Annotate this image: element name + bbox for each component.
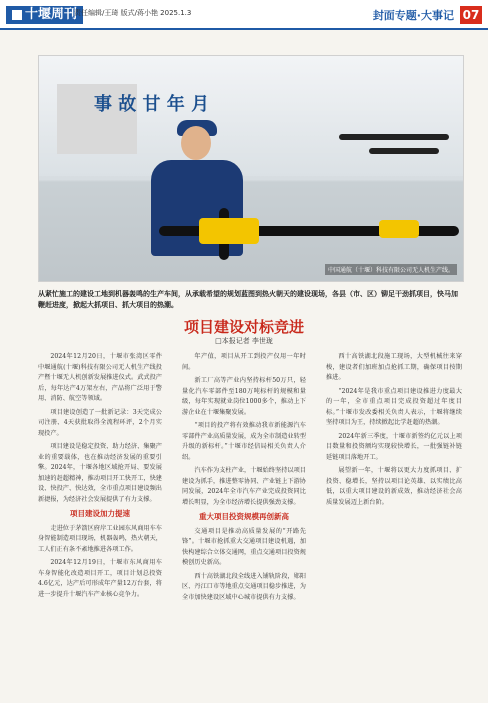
article-title: 项目建设对标竞进	[183, 318, 304, 336]
editor-line: 责任编辑/王琦 版式/蒋小艳 2025.1.3	[74, 9, 192, 17]
article-column-2	[182, 352, 306, 606]
paragraph: 汽车作为支柱产业，十堰始终坚持以项目建设为抓手，推进整零协同、产业链上下游协同发展，2024年全市汽车产业完成投资同比增长明显，为全市经济增长提供强劲支撑。	[182, 467, 306, 506]
paragraph: “项目的投产将有效推动我市新能源汽车零部件产业高质量发展，成为全市制造业转型升级的新标杆。”十堰市经信局相关负责人介绍。	[182, 422, 306, 461]
article-column-3	[326, 352, 462, 511]
drone-motor-yellow	[379, 220, 419, 238]
section-heading: 项目建设加力提速	[70, 509, 130, 518]
paragraph: 2024年12月20日，十堰市张湾区零件中堰通航(十堰)科技有限公司无人机生产线投产暨十堰无人机创新发展推进仪式。武式投产后，每年达产4万架左右，产品将广泛用于警用、消防、航空等领域。	[38, 353, 162, 402]
factory-photo	[38, 55, 464, 282]
article-reporter: □本报记者 李世珑	[215, 337, 273, 345]
drone-frame	[159, 196, 459, 266]
section-name: 封面专题·大事记	[372, 9, 454, 22]
lead-paragraph: 从紧忙施工的建设工地到机器轰鸣的生产车间，从承载希望的规划蓝图到热火朝天的建设现场，各县（市、区）铆足干劲抓项目，快马加鞭赶进度，掀起大抓项目、抓大项目的热潮。	[38, 289, 458, 309]
wall-sign-text: 事 故 甘 年 月	[94, 94, 210, 115]
masthead-brand	[6, 6, 83, 24]
paragraph: 西十高铁湖北段全线进入铺轨阶段，郧阳区、丹江口市等地重点交通项目稳步推进，为全市加快建设区域中心城市提供有力支撑。	[182, 572, 306, 601]
page-header	[0, 0, 488, 30]
paragraph: 年产值，项目从开工到投产仅用一年时间。	[182, 353, 306, 371]
article-column-1	[38, 352, 162, 603]
masthead-logo-icon	[12, 10, 22, 20]
paragraph: 交通项目是推动高质量发展的“开路先锋”。十堰市抢抓重大交通项目建设机遇，加快构建综合立体交通网，重点交通项目投资规模创历史新高。	[182, 527, 306, 566]
worker-head	[181, 126, 211, 160]
drone-body-yellow	[199, 218, 259, 244]
paragraph: 项目建设是稳定投资、助力经济、集聚产业的重要载体，也在推动经济发展的重要引擎。2024年，十堰各地区域抢开局、要发展加速的赶超精神，推动项目开工快开工，快建设、快投产、快达效，全市重点项目建设频出新捷报，为经济社会发展提供了有力支撑。	[38, 443, 162, 503]
paragraph: 走进位于茅箭区府岸工业园东风商用车车身智能制造项目现场，机器轰鸣，热火朝天，工人们正有条不紊地推进各项工作。	[38, 524, 162, 553]
background-drone-arm	[369, 148, 439, 154]
background-drone-arm	[339, 134, 449, 140]
paragraph: 2024年新三季度，十堰市新签约亿元以上项目数量和投资额均实现较快增长，一批强链补链延链项目落地开工。	[326, 432, 462, 461]
photo-caption: 中国通航（十堰）科技有限公司无人机生产线。	[325, 264, 457, 275]
section-heading: 重大项目投资规模再创新高	[199, 512, 289, 521]
paragraph: 西十高铁湖北段施工现场，大型机械往来穿梭，建设者们加班加点抢抓工期，确保项目按期推进。	[326, 353, 462, 381]
page-number: 07	[460, 6, 482, 24]
masthead-brand-text: 十堰周刊	[25, 7, 78, 22]
paragraph: 展望新一年，十堰将以更大力度抓项目、扩投资、稳增长，坚持以项目论英雄、以实绩比高低，以重大项目建设的新成效，推动经济社会高质量发展迈上新台阶。	[326, 467, 462, 506]
paragraph: 新工厂高等产业内坚持标杆50万只，轻量化汽车零部件至180万吨标杆的规模和量级，每年实现就业岗位1000多个，推动上下游企业在十堰集聚发展。	[182, 377, 306, 416]
paragraph: “2024年是我市重点项目建设推进力度最大的一年，全市重点项目完成投资超过年度目标。”十堰市发改委相关负责人表示，十堰将继续坚持项目为王，持续掀起比学赶超的热潮。	[326, 387, 462, 426]
paragraph: 2024年12月19日，十堰市东风商用车车身智能化改造项目开工，项目计划总投资4.6亿元，达产后可形成年产量12万台套，将进一步提升十堰汽车产业核心竞争力。	[38, 559, 162, 598]
paragraph: 项目建设创造了一批新记录：3天完成公司注册、4天获批取得全流程环评，2个月实现投产。	[38, 408, 162, 437]
